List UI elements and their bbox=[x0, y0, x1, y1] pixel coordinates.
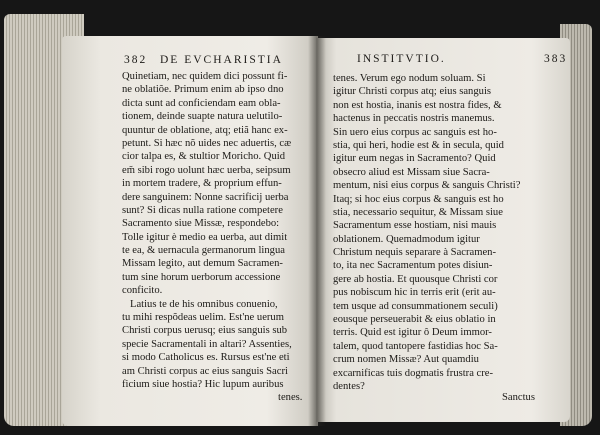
text-line: dentes? bbox=[333, 380, 365, 392]
right-catchword: Sanctus bbox=[502, 392, 535, 403]
text-line: Missam legito, aut demum Sacramen- bbox=[122, 258, 283, 270]
left-catchword: tenes. bbox=[278, 392, 303, 403]
text-line: in mortem tradere, & proprium effun- bbox=[122, 178, 282, 190]
text-line: ficium siue hostia? Hic lupum auribus bbox=[122, 378, 284, 390]
text-line: tu mihi respõdeas uelim. Est'ne uerum bbox=[122, 312, 284, 324]
text-line: gere ab hostia. Et quousque Christi cor bbox=[333, 273, 498, 285]
text-line: ne oblatiõe. Primum enim ab ipso dno bbox=[122, 84, 284, 96]
text-line: terris. Quid est igitur ô Deum immor- bbox=[333, 327, 492, 339]
text-line: oblationem. Quemadmodum igitur bbox=[333, 233, 480, 245]
text-line: tenes. Verum ego nodum soluam. Si bbox=[333, 73, 486, 84]
text-line: am Christi corpus ac eius sanguis Sacri bbox=[122, 365, 288, 377]
text-line: obsecro aliud est Missam siue Sacra- bbox=[333, 166, 490, 178]
text-line: si modo Catholicus es. Rursus est'ne eti bbox=[122, 352, 290, 364]
text-line: te ea, & uernacula germanorum lingua bbox=[122, 245, 285, 257]
left-running-head: DE EVCHARISTIA bbox=[160, 54, 283, 66]
text-line: tum sine horum uerborum accessione bbox=[122, 271, 281, 283]
text-line: dere sanguinem: Nonne sacrificij uerba bbox=[122, 191, 289, 203]
text-line: tionem, deinde suapte natura uelutilo- bbox=[122, 111, 283, 123]
text-line: mentum, nisi eius corpus & sanguis Christi? bbox=[333, 180, 521, 192]
text-line: Quinetiam, nec quidem dici possunt fi- bbox=[122, 71, 288, 82]
right-page-text bbox=[333, 72, 520, 393]
text-line: to, ita nec Sacramentum potes disiun- bbox=[333, 260, 493, 272]
text-line: Christi corpus uerusq; eius sanguis sub bbox=[122, 325, 288, 337]
book-gutter bbox=[308, 36, 326, 426]
text-line: eousque perseuerabit & eius oblatio in bbox=[333, 314, 496, 326]
right-page-number: 383 bbox=[544, 53, 568, 65]
right-running-head: INSTITVTIO. bbox=[357, 53, 446, 65]
text-line: petunt. Si hæc nõ uides nec aduertis, cæ bbox=[122, 137, 292, 149]
text-line: excarnificas tuis dogmatis frustra cre- bbox=[333, 367, 494, 379]
text-line: Itaq; si hoc eius corpus & sanguis est ho bbox=[333, 193, 504, 205]
text-line: Sacramentum esse hostiam, nisi mauis bbox=[333, 220, 497, 232]
text-line: Latius te de his omnibus conuenio, bbox=[130, 298, 278, 310]
text-line: pus nobiscum hic in terris erit (erit au- bbox=[333, 287, 496, 299]
text-line: Sacramento siue Missæ, respondebo: bbox=[122, 218, 280, 230]
text-line: stia, qui heri, hodie est & in secula, quid bbox=[333, 139, 504, 151]
text-line: hactenus in peccatis nostris manemus. bbox=[333, 113, 495, 125]
text-line: Christum nequis separare à Sacramen- bbox=[333, 247, 496, 259]
text-line: em̃ sibi rogo uolunt hæc uerba, seipsum bbox=[122, 164, 291, 176]
text-line: igitur Christi corpus atq; eius sanguis bbox=[333, 86, 492, 98]
text-line: crum nomen Missæ? Aut quamdiu bbox=[333, 354, 479, 366]
left-page-number: 382 bbox=[124, 54, 148, 66]
text-line: sunt? Si dicas nulla ratione competere bbox=[122, 204, 283, 216]
text-line: quuntur de oblatione, atq; etiã hanc ex- bbox=[122, 124, 288, 136]
text-line: dicta sunt ad conficiendam eam obla- bbox=[122, 97, 281, 109]
text-line: talem, quod tantopere fastidias hoc Sa- bbox=[333, 340, 498, 352]
text-line: Tolle igitur è medio ea uerba, aut dimit bbox=[122, 231, 288, 243]
text-line: non est hostia, inanis est nostra fides, & bbox=[333, 99, 502, 111]
text-line: specie Sacramentali in altari? Assenties, bbox=[122, 338, 292, 350]
text-line: conficito. bbox=[122, 285, 163, 297]
text-line: Sin uero eius corpus ac sanguis est ho- bbox=[333, 126, 497, 138]
left-page-text bbox=[122, 70, 292, 391]
text-line: tem usque ad consummationem seculi) bbox=[333, 300, 498, 312]
text-line: cior talpa es, & stultior Moricho. Quid bbox=[122, 151, 285, 163]
text-line: stia, necessario sequitur, & Missam siue bbox=[333, 206, 503, 218]
text-line: igitur eum negas in Sacramento? Quid bbox=[333, 153, 496, 165]
